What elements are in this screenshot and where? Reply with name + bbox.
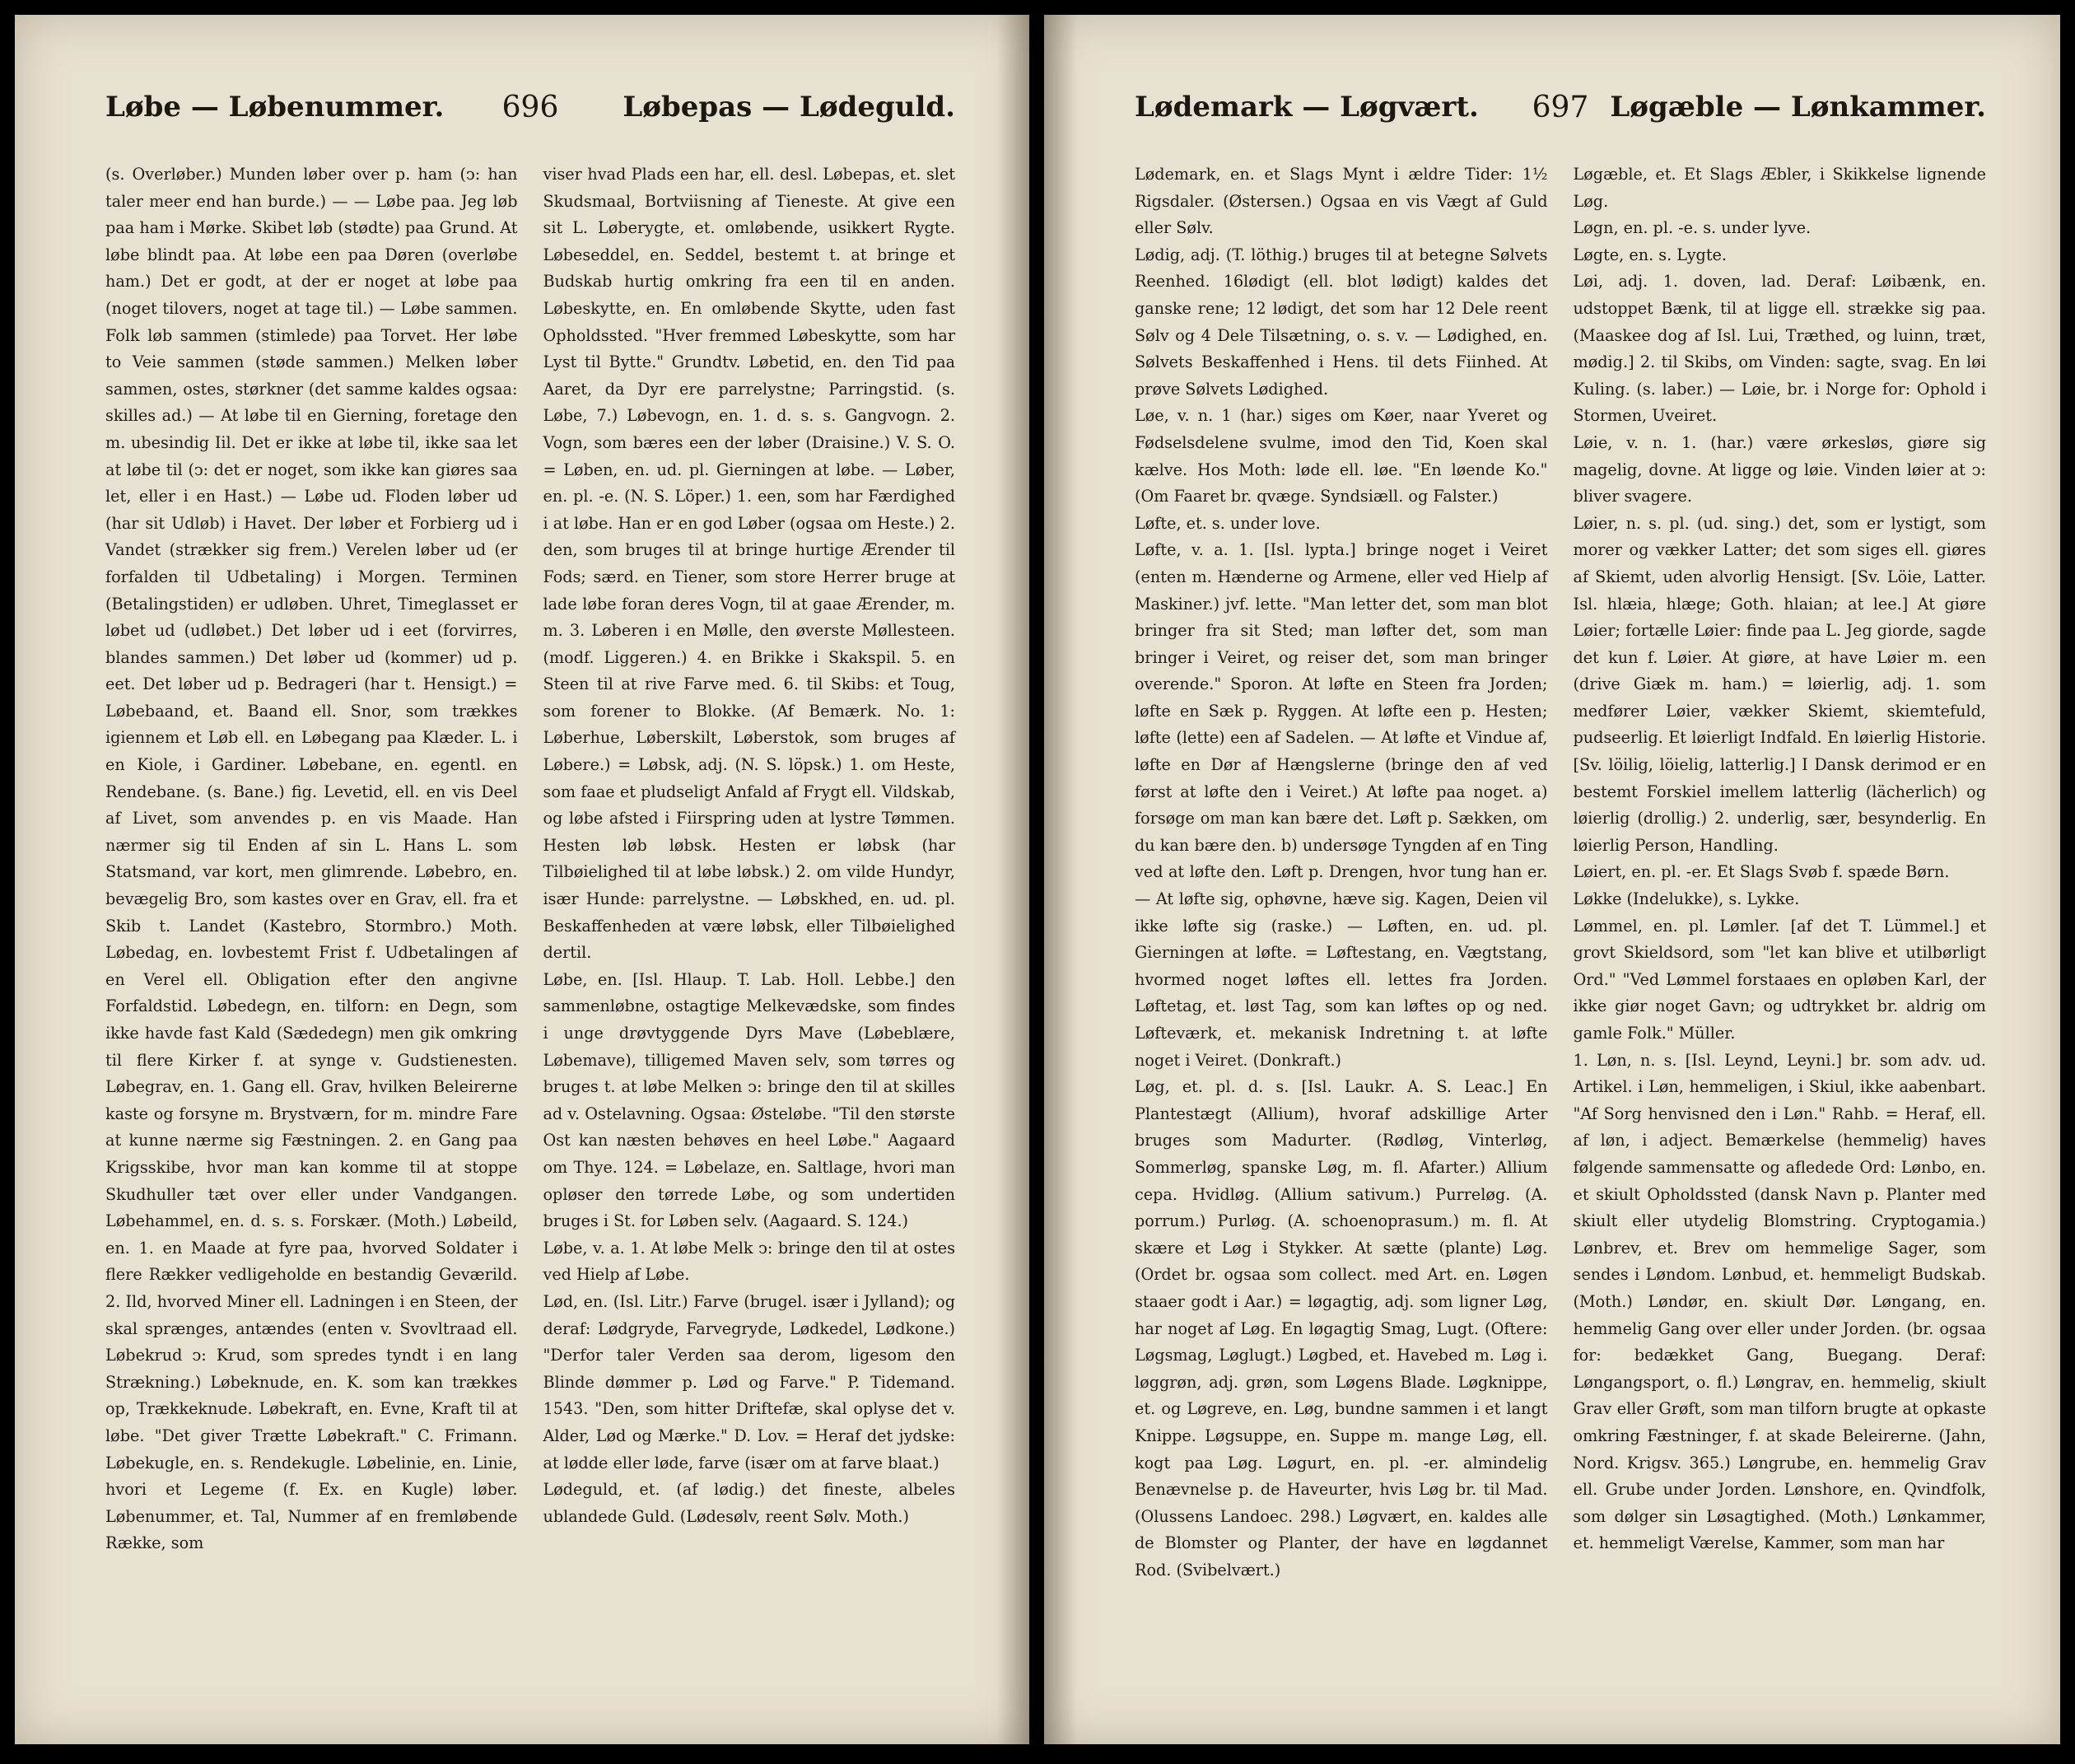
entry-paragraph: Løier, n. s. pl. (ud. sing.) det, som er lystigt, som morer og vækker Latter; det som siges ell. giøres af Skiemt, uden alvorlig Hensigt. [Sv. Löie, Latter. Isl. hlæia, hlæge; Goth. hlaian; at lee.] At giøre Løier; fortælle Løier: finde paa L. Jeg giorde, sagde det kun f. Løier. At giøre, at have Løier m. een (drive Giæk m. ham.) = løierlig, adj. 1. som medfører Løier, vækker Skiemt, skiemtefuld, pudseerlig. Et løierligt Indfald. En løierlig Historie. [Sv. löilig, löielig, latterlig.] I Dansk derimod er en bestemt Forskiel imellem latterlig (lächerlich) og løierlig (drollig.) 2. underlig, sær, besynderlig. En løierlig Person, Handling. (1573, 513, 1986, 855)
right-page-gutter-shadow (1044, 15, 1077, 1744)
entry-paragraph: Løgæble, et. Et Slags Æbler, i Skikkelse lignende Løg. (1573, 165, 1986, 211)
right-page-header-right: Løgæble — Lønkammer. (1610, 91, 1986, 124)
entry-paragraph: Løg, et. pl. d. s. [Isl. Laukr. A. S. Leac.] En Plantestægt (Allium), hvoraf adskillige Arter bruges som Madurter. (Rødløg, Vinterløg, Sommerløg, spanske Løg, m. fl. Afarter.) Allium cepa. Hvidløg. (Allium sativum.) Purreløg. (A. porrum.) Purløg. (A. schoenoprasum.) m. fl. At skære et Løg i Stykker. At sætte (plante) Løg. (Ordet br. ogsaa som collect. med Art. en. Løgen staaer godt i Aar.) = løgagtig, adj. som ligner Løg, har noget af Løg. En løgagtig Smag, Lugt. (Oftere: Løgsmag, Løglugt.) Løgbed, et. Havebed m. Løg i. løggrøn, adj. grøn, som Løgens Blade. Løgknippe, et. og Løgreve, en. Løg, bundne sammen i et langt Knippe. Løgsuppe, en. Suppe m. mange Løg, ell. kogt paa Løg. Løgurt, en. pl. -er. almindelig Benævnelse p. de Haveurter, hvis Løg br. til Mad. (Olussens Landoec. 298.) Løgvært, en. kaldes alle de Blomster og Planter, der have en løgdannet Rod. (Svibelvært.) (1135, 1077, 1548, 1580)
left-page-header (105, 91, 955, 140)
left-page-header-right: Løbepas — Lødeguld. (622, 91, 955, 124)
entry-paragraph: (s. Overløber.) Munden løber over p. ham (ↄ: han taler meer end han burde.) — — Løbe paa. Jeg løb paa ham i Mørke. Skibet løb (stødte) paa Grund. At løbe blindt paa. At løbe een paa Døren (overløbe ham.) Det er godt, at der er noget at løbe paa (noget tilovers, noget at tage til.) — Løbe sammen. Folk løb sammen (stimlede) paa Torvet. Her løbe to Veie sammen (støde sammen.) Melken løber sammen, ostes, størkner (det samme kaldes ogsaa: skilles ad.) — At løbe til en Gierning, foretage den m. ubesindig Iil. Det er ikke at løbe til, ikke saa let at løbe til (ↄ: det er noget, som ikke kan giøres saa let, eller i en Hast.) — Løbe ud. Floden løber ud (har sit Udløb) i Havet. Der løber et Forbierg ud i Vandet (strækker sig frem.) Verelen løber ud (er forfalden til Udbetaling) i Morgen. Terminen (Betalingstiden) er udløben. Uhret, Timeglasset er løbet ud (udløbet.) Det løber ud i eet (forvirres, blandes sammen.) Det løber ud (kommer) ud p. eet. Det løber ud p. Bedrageri (har t. Hensigt.) = Løbebaand, et. Baand ell. Snor, som trækkes igiennem et Løb ell. en Løbegang paa Klæder. L. i en Kiole, i Gardiner. Løbebane, en. egentl. en Rendebane. (s. Bane.) fig. Levetid, ell. en vis Deel af Livet, som anvendes p. en vis Maade. Han nærmer sig til Enden af sin L. Hans L. som Statsmand, var kort, men glimrende. Løbebro, en. bevægelig Bro, som kastes over en Grav, ell. fra et Skib t. Landet (Kastebro, Stormbro.) Moth. Løbedag, en. lovbestemt Frist f. Udbetalingen af en Verel ell. Obligation efter den angivne Forfaldstid. Løbedegn, en. tilforn: en Degn, som ikke havde fast Kald (Sædedegn) men gik omkring til flere Kirker f. at synge v. Gudstienesten. Løbegrav, en. 1. Gang ell. Grav, hvilken Beleirerne kaste og forsyne m. Brystværn, for m. mindre Fare at kunne nærme sig Fæstningen. 2. en Gang paa Krigsskibe, hvor man kan komme til at stoppe Skudhuller tæt over eller under Vandgangen. Løbehammel, en. d. s. s. Forskær. (Moth.) Løbeild, en. 1. en Maade at fyre paa, hvorved Soldater i flere Rækker vedligeholde en bestandig Geværild. 2. Ild, hvorved Miner ell. Ladningen i en Steen, der skal sprænges, antændes (enten v. Svovltraad ell. Løbekrud ↄ: Krud, som spredes tyndt i en lang Strækning.) Løbeknude, en. K. som kan trækkes op, Trækkeknude. Løbekraft, en. Evne, Kraft til at løbe. "Det giver Trætte Løbekraft." C. Frimann. Løbekugle, en. s. Rendekugle. Løbelinie, en. Linie, hvori et Legeme (f. Ex. en Kugle) løber. Løbenummer, et. Tal, Nummer af en fremløbende Række, som (105, 165, 518, 1553)
entry-paragraph: Løbe, en. [Isl. Hlaup. T. Lab. Holl. Lebbe.] den sammenløbne, ostagtige Melkevædske, som findes i unge drøvtyggende Dyrs Mave (Løbeblære, Løbemave), tilligemed Maven selv, som tørres og bruges t. at løbe Melken ↄ: bringe den til at skilles ad v. Ostelavning. Ogsaa: Østeløbe. "Til den største Ost kan næsten behøves en heel Løbe." Aagaard om Thye. 124. = Løbelaze, en. Saltlage, hvori man opløser den tørrede Løbe, og som undertiden bruges i St. for Løben selv. (Aagaard. S. 124.) (543, 969, 955, 1231)
right-page-header-left: Lødemark — Løgvært. (1135, 91, 1479, 124)
left-page-header-left: Løbe — Løbenummer. (105, 91, 445, 124)
entry-paragraph: Lødemark, en. et Slags Mynt i ældre Tider: 1½ Rigsdaler. (Østersen.) Ogsaa en vis Vægt af Guld eller Sølv. (1135, 165, 1548, 238)
right-page-column-1 (1135, 161, 1547, 1695)
entry-paragraph: Lødeguld, et. (af lødig.) det fineste, albeles ublandede Guld. (Lødesølv, reent Sølv. Moth.) (543, 1480, 955, 1526)
left-page-column-1 (105, 161, 518, 1695)
right-page-columns (1135, 161, 1986, 1695)
right-page-header (1135, 91, 1986, 140)
right-page-column-2 (1574, 161, 1986, 1695)
entry-paragraph: Løiert, en. pl. -er. Et Slags Svøb f. spæde Børn. (1573, 862, 1950, 882)
entry-paragraph: Løi, adj. 1. doven, lad. Deraf: Løibænk, en. udstoppet Bænk, til at ligge ell. strække sig paa. (Maaskee dog af Isl. Lui, Træthed, og luinn, træt, mødig.] 2. til Skibs, om Vinden: sagte, svag. En løi Kuling. (s. laber.) — Løie, br. i Norge for: Ophold i Stormen, Uveiret. (1573, 272, 1986, 426)
entry-paragraph: Lødig, adj. (T. löthig.) bruges til at betegne Sølvets Reenhed. 16lødigt (ell. blot lødigt) kaldes det ganske rene; 12 lødigt, det som har 12 Dele reent Sølv og 4 Dele Tilsætning, o. s. v. — Lødighed, en. Sølvets Beskaffenhed i Hens. til dets Fiinhed. At prøve Sølvets Lødighed. (1135, 245, 1548, 399)
entry-paragraph: Lød, en. (Isl. Litr.) Farve (brugel. især i Jylland); og deraf: Lødgryde, Farvegryde, Lødkedel, Lødkone.) "Derfor taler Verden saa derom, ligesom den Blinde dømmer p. Lød og Farve." P. Tidemand. 1543. "Den, som hitter Driftefæ, skal oplyse det v. Alder, Lød og Mærke." D. Lov. = Heraf det jydske: at lødde eller løde, farve (især om at farve blaat.) (543, 1291, 955, 1472)
entry-paragraph: Løfte, v. a. 1. [Isl. lypta.] bringe noget i Veiret (enten m. Hænderne og Armene, eller ved Hielp af Maskiner.) jvf. lette. "Man letter det, som man blot bringer fra sit Sted; man løfter det, som man bringer i Veiret, og reiser det, som man bringer overende." Sporon. At løfte en Steen fra Jorden; løfte en Sæk p. Ryggen. At løfte een p. Hesten; løfte (lette) een af Sadelen. — At løfte et Vindue af, løfte en Dør af Hængslerne (bringe den af ved først at løfte den i Veiret.) At løfte paa noget. a) forsøge om man kan bære det. Løft p. Sækken, om du kan bære den. b) undersøge Tyngden af en Ting ved at løfte den. Løft p. Drengen, hvor tung han er. — At løfte sig, ophøvne, hæve sig. Kagen, Deien vil ikke løfte sig (raske.) — Løften, en. ud. pl. Gierningen at løfte. = Løftestang, en. Vægtstang, hvormed noget løftes ell. lettes fra Jorden. Løftetag, et. løst Tag, som kan løftes op og ned. Løfteværk, et. mekanisk Indretning t. at løfte noget i Veiret. (Donkraft.) (1135, 540, 1548, 1070)
entry-paragraph: Lømmel, en. pl. Lømler. [af det T. Lümmel.] et grovt Skieldsord, som "let kan blive et utilbørligt Ord." "Ved Lømmel forstaaes en opløben Karl, der ikke giør noget Gavn; og udtrykket br. aldrig om gamle Folk." Müller. (1573, 916, 1986, 1043)
entry-paragraph: Løe, v. n. 1 (har.) siges om Køer, naar Yveret og Fødselsdelene svulme, imod den Tid, Koen skal kælve. Hos Moth: løde ell. løe. "En løende Ko." (Om Faaret br. qvæge. Syndsiæll. og Falster.) (1135, 406, 1548, 506)
entry-paragraph: 1. Løn, n. s. [Isl. Leynd, Leyni.] br. som adv. ud. Artikel. i Løn, hemmeligen, i Skiul, ikke aabenbart. "Af Sorg henvisned den i Løn." Rahb. = Heraf, ell. af løn, i adject. Bemærkelse (hemmelig) haves følgende sammensatte og afledede Ord: Lønbo, en. et skiult Opholdssted (dansk Navn p. Planter med skiult eller utydelig Blomstring. Cryptogamia.) Lønbrev, et. Brev om hemmelige Sager, som sendes i Løndom. Lønbud, et. hemmeligt Budskab. (Moth.) Løndør, en. skiult Dør. Løngang, en. hemmelig Gang over eller under Jorden. (br. ogsaa for: bedækket Gang, Buegang. Deraf: Løngangsport, o. fl.) Løngrav, en. hemmelig, skiult Grav eller Grøft, som man tilforn brugte at opkaste omkring Fæstninger, f. at skade Beleirerne. (Jahn, Nord. Krigsv. 365.) Løngrube, en. hemmelig Grav ell. Grube under Jorden. Lønshore, en. Qvindfolk, som dølger sin Løsagtighed. (Moth.) Lønkammer, et. hemmeligt Værelse, Kammer, som man har (1573, 1050, 1986, 1553)
entry-paragraph: Løfte, et. s. under love. (1135, 513, 1321, 533)
left-page (15, 15, 1029, 1744)
left-page-columns (105, 161, 955, 1695)
entry-paragraph: Løgn, en. pl. -e. s. under lyve. (1573, 218, 1812, 238)
entry-paragraph: Løgte, en. s. Lygte. (1573, 245, 1728, 264)
entry-paragraph: viser hvad Plads een har, ell. desl. Løbepas, et. slet Skudsmaal, Bortviisning af Tieneste. At give een sit L. Løberygte, et. omløbende, usikkert Rygte. Løbeseddel, en. Seddel, bestemt t. at bringe et Budskab hurtig omkring fra een til en anden. Løbeskytte, en. En omløbende Skytte, uden fast Opholdssted. "Hver fremmed Løbeskytte, som har Lyst til Bytte." Grundtv. Løbetid, en. den Tid paa Aaret, da Dyr ere parrelystne; Parringstid. (s. Løbe, 7.) Løbevogn, en. 1. d. s. s. Gangvogn. 2. Vogn, som bæres een der løber (Draisine.) V. S. O. = Løben, en. ud. pl. Gierningen at løbe. — Løber, en. pl. -e. (N. S. Löper.) 1. een, som har Færdighed i at løbe. Han er en god Løber (ogsaa om Heste.) 2. den, som bruges til at bringe hurtige Ærender til Fods; særd. en Tiener, som store Herrer bruge at lade løbe foran deres Vogn, til at gaae Ærender, m. m. 3. Løberen i en Mølle, den øverste Møllesteen. (modf. Liggeren.) 4. en Brikke i Skakspil. 5. en Steen til at rive Farve med. 6. til Skibs: et Toug, som forener to Blokke. (Af Bemærk. No. 1: Løberhue, Løberskilt, Løberstok, som bruges af Løbere.) = Løbsk, adj. (N. S. löpsk.) 1. om Heste, som faae et pludseligt Anfald af Frygt ell. Vildskab, og løbe afsted i Fiirspring uden at lystre Tømmen. Hesten løb løbsk. Hesten er løbsk (har Tilbøielighed til at løbe løbsk.) 2. om vilde Hundyr, især Hunde: parrelystne. — Løbskhed, en. ud. pl. Beskaffenheden at være løbsk, eller Tilbøielighed dertil. (543, 165, 955, 963)
entry-paragraph: Løie, v. n. 1. (har.) være ørkesløs, giøre sig magelig, dovne. At ligge og løie. Vinden løier at ↄ: bliver svagere. (1573, 432, 1986, 506)
right-page-number: 697 (1532, 91, 1589, 124)
entry-paragraph: Løkke (Indelukke), s. Lykke. (1573, 889, 1800, 909)
left-page-column-2 (543, 161, 955, 1695)
left-page-number: 696 (501, 91, 559, 124)
left-page-gutter-shadow (996, 15, 1029, 1744)
right-page (1044, 15, 2060, 1744)
entry-paragraph: Løbe, v. a. 1. At løbe Melk ↄ: bringe den til at ostes ved Hielp af Løbe. (543, 1238, 955, 1285)
